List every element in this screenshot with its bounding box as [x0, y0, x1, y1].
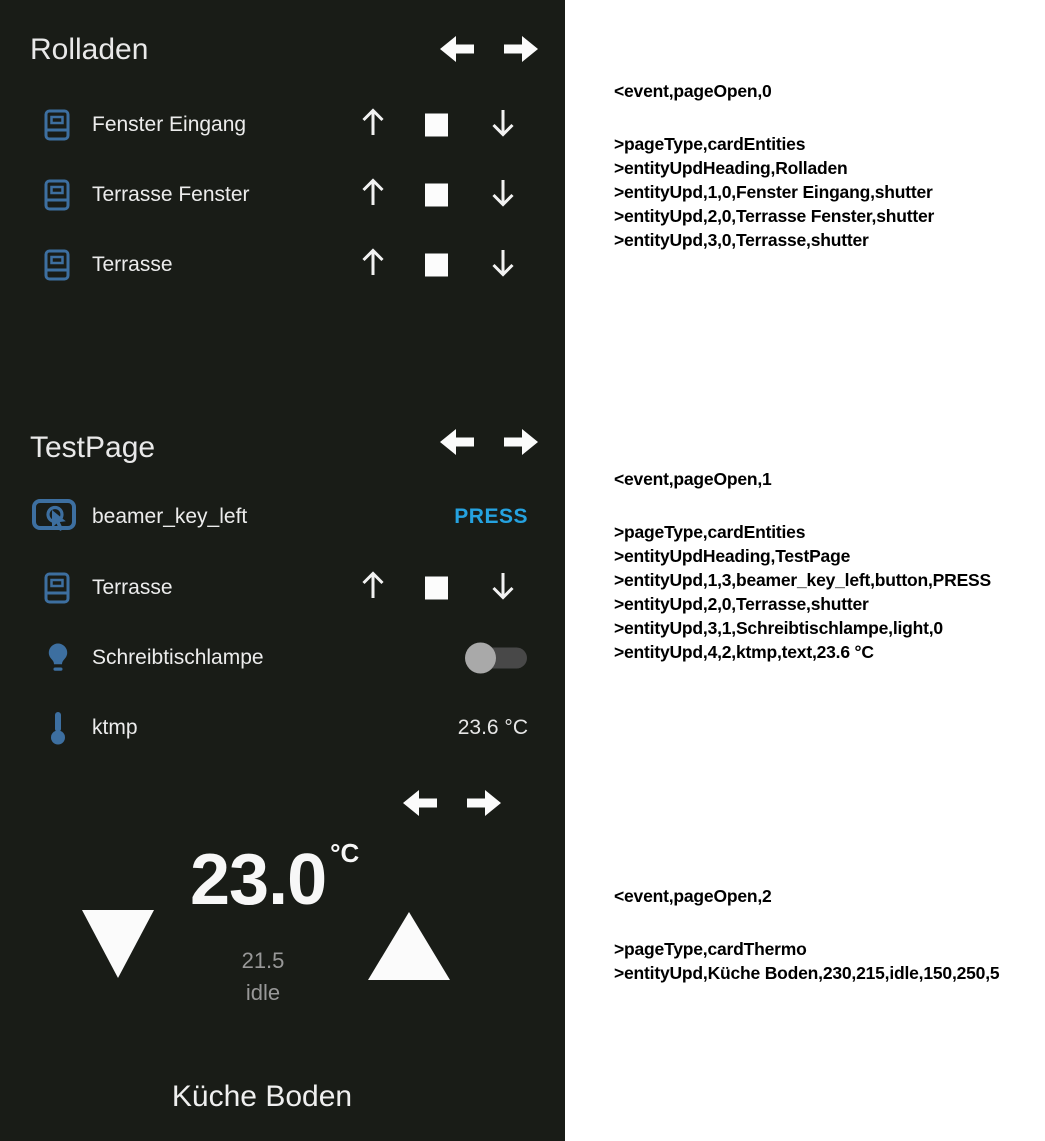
shutter-stop-icon[interactable] — [425, 254, 448, 277]
page-navigation — [438, 32, 540, 66]
entity-row — [0, 240, 565, 290]
serial-log-page2 — [614, 884, 999, 985]
shutter-up-icon[interactable] — [359, 247, 387, 283]
log-line: >entityUpd,4,2,ktmp,text,23.6 °C — [614, 642, 874, 662]
log-line: >pageType,cardEntities — [614, 134, 806, 154]
press-button[interactable]: PRESS — [454, 505, 528, 528]
temperature-unit: °C — [330, 838, 360, 868]
next-page-icon[interactable] — [502, 32, 540, 66]
thermometer-icon — [50, 711, 66, 746]
increase-setpoint-button[interactable] — [368, 912, 450, 985]
log-line: >entityUpd,Küche Boden,230,215,idle,150,250,5 — [614, 963, 1000, 983]
log-line: >entityUpd,3,0,Terrasse,shutter — [614, 230, 869, 250]
prev-page-icon[interactable] — [438, 425, 476, 459]
entity-row — [0, 492, 565, 542]
card-entities-testpage — [0, 390, 565, 760]
shutter-stop-icon[interactable] — [425, 184, 448, 207]
thermostat-title: Küche Boden — [171, 1080, 353, 1113]
prev-page-icon[interactable] — [438, 32, 476, 66]
log-event-line: <event,pageOpen,0 — [614, 81, 772, 101]
entity-label: Terrasse Fenster — [92, 183, 250, 206]
page-title: Rolladen — [30, 33, 149, 66]
log-line: >entityUpd,2,0,Terrasse Fenster,shutter — [614, 206, 935, 226]
hvac-status: idle — [245, 980, 281, 1005]
entity-row — [0, 633, 565, 683]
shutter-down-icon[interactable] — [489, 107, 517, 143]
log-line: >entityUpd,1,3,beamer_key_left,button,PRESS — [614, 570, 991, 590]
entity-row — [0, 170, 565, 220]
lightbulb-icon — [46, 642, 70, 674]
card-thermo — [0, 760, 565, 1141]
page-navigation — [401, 786, 503, 820]
serial-log-page0 — [614, 79, 934, 252]
light-toggle[interactable] — [469, 648, 527, 669]
temperature-value: 23.0 — [190, 840, 327, 920]
entity-label: ktmp — [92, 716, 138, 739]
shutter-icon — [44, 572, 70, 604]
setpoint-value: 21.5 — [241, 948, 285, 973]
sensor-value: 23.6 °C — [457, 716, 528, 739]
next-page-icon[interactable] — [465, 786, 503, 820]
shutter-down-icon[interactable] — [489, 570, 517, 606]
page-navigation — [438, 425, 540, 459]
entity-row — [0, 563, 565, 613]
entity-label: Fenster Eingang — [92, 113, 247, 136]
log-event-line: <event,pageOpen,2 — [614, 886, 772, 906]
shutter-icon — [44, 249, 70, 281]
log-line: >entityUpdHeading,Rolladen — [614, 158, 848, 178]
log-line: >pageType,cardThermo — [614, 939, 807, 959]
log-event-line: <event,pageOpen,1 — [614, 469, 772, 489]
shutter-icon — [44, 179, 70, 211]
toggle-knob[interactable] — [465, 643, 496, 674]
entity-label: Schreibtischlampe — [92, 646, 264, 669]
shutter-up-icon[interactable] — [359, 570, 387, 606]
log-line: >pageType,cardEntities — [614, 522, 806, 542]
log-line: >entityUpd,2,0,Terrasse,shutter — [614, 594, 869, 614]
shutter-up-icon[interactable] — [359, 107, 387, 143]
serial-log-page1 — [614, 467, 991, 664]
entity-row — [0, 703, 565, 753]
prev-page-icon[interactable] — [401, 786, 439, 820]
next-page-icon[interactable] — [502, 425, 540, 459]
shutter-down-icon[interactable] — [489, 177, 517, 213]
entity-label: Terrasse — [92, 576, 173, 599]
shutter-down-icon[interactable] — [489, 247, 517, 283]
entity-row — [0, 100, 565, 150]
page-title: TestPage — [30, 431, 156, 464]
gesture-tap-button-icon — [32, 497, 76, 537]
log-line: >entityUpdHeading,TestPage — [614, 546, 851, 566]
log-line: >entityUpd,1,0,Fenster Eingang,shutter — [614, 182, 933, 202]
log-line: >entityUpd,3,1,Schreibtischlampe,light,0 — [614, 618, 943, 638]
shutter-stop-icon[interactable] — [425, 114, 448, 137]
entity-label: Terrasse — [92, 253, 173, 276]
card-entities-rolladen — [0, 0, 565, 390]
shutter-stop-icon[interactable] — [425, 577, 448, 600]
current-temperature — [190, 838, 360, 920]
shutter-icon — [44, 109, 70, 141]
shutter-up-icon[interactable] — [359, 177, 387, 213]
decrease-setpoint-button[interactable] — [82, 910, 154, 983]
entity-label: beamer_key_left — [92, 505, 248, 528]
